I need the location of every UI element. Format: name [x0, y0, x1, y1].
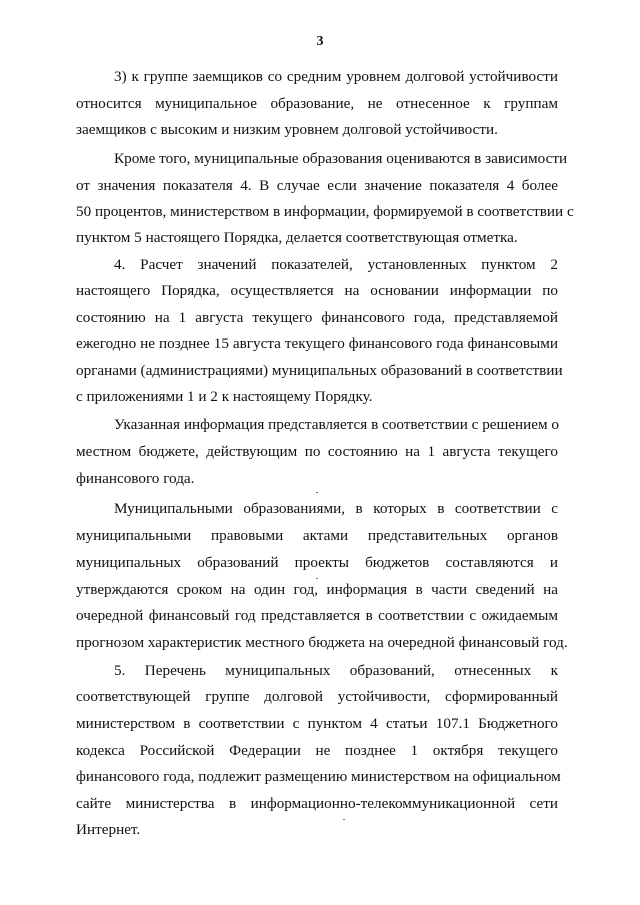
- paragraph-line: Интернет.: [76, 821, 141, 838]
- paragraph-line: 3) к группе заемщиков со средним уровнем долговой устойчивости: [114, 68, 558, 85]
- paragraph-line: кодекса Российской Федерации не позднее 1 октября текущего: [76, 742, 558, 759]
- page-number: 3: [316, 34, 324, 49]
- paragraph-line: министерством в соответствии с пунктом 4 статьи 107.1 Бюджетного: [76, 715, 558, 732]
- scan-speck: [343, 819, 345, 820]
- paragraph-line: Указанная информация представляется в соответствии с решением о: [114, 416, 559, 433]
- paragraph-line: состоянию на 1 августа текущего финансового года, представляемой: [76, 309, 558, 326]
- scan-speck: [316, 578, 318, 579]
- paragraph-line: пунктом 5 настоящего Порядка, делается соответствующая отметка.: [76, 229, 518, 246]
- paragraph-line: местном бюджете, действующим по состоянию на 1 августа текущего: [76, 443, 558, 460]
- paragraph-line: очередной финансовый год представляется в соответствии с ожидаемым: [76, 607, 558, 624]
- paragraph-line: Муниципальными образованиями, в которых в соответствии с: [114, 500, 558, 517]
- paragraph-line: 50 процентов, министерством в информации, формируемой в соответствии с: [76, 203, 574, 220]
- paragraph-line: 4. Расчет значений показателей, установленных пунктом 2: [114, 256, 558, 273]
- paragraph-line: настоящего Порядка, осуществляется на основании информации по: [76, 282, 558, 299]
- scan-speck: [316, 492, 318, 493]
- paragraph-line: ежегодно не позднее 15 августа текущего финансового года финансовыми: [76, 335, 558, 352]
- paragraph-line: заемщиков с высоким и низким уровнем долговой устойчивости.: [76, 121, 498, 138]
- paragraph-line: утверждаются сроком на один год, информация в части сведений на: [76, 581, 558, 598]
- paragraph-line: муниципальными правовыми актами представительных органов: [76, 527, 558, 544]
- paragraph-line: 5. Перечень муниципальных образований, отнесенных к: [114, 662, 558, 679]
- paragraph-line: соответствующей группе долговой устойчивости, сформированный: [76, 688, 558, 705]
- paragraph-line: органами (администрациями) муниципальных образований в соответствии: [76, 362, 563, 379]
- paragraph-line: финансового года, подлежит размещению министерством на официальном: [76, 768, 561, 785]
- paragraph-line: с приложениями 1 и 2 к настоящему Порядку.: [76, 388, 373, 405]
- paragraph-line: финансового года.: [76, 470, 195, 487]
- paragraph-line: сайте министерства в информационно-телекоммуникационной сети: [76, 795, 558, 812]
- paragraph-line: относится муниципальное образование, не отнесенное к группам: [76, 95, 558, 112]
- paragraph-line: прогнозом характеристик местного бюджета на очередной финансовый год.: [76, 634, 568, 651]
- paragraph-line: муниципальных образований проекты бюджетов составляются и: [76, 554, 558, 571]
- paragraph-line: от значения показателя 4. В случае если значение показателя 4 более: [76, 177, 558, 194]
- paragraph-line: Кроме того, муниципальные образования оцениваются в зависимости: [114, 150, 568, 167]
